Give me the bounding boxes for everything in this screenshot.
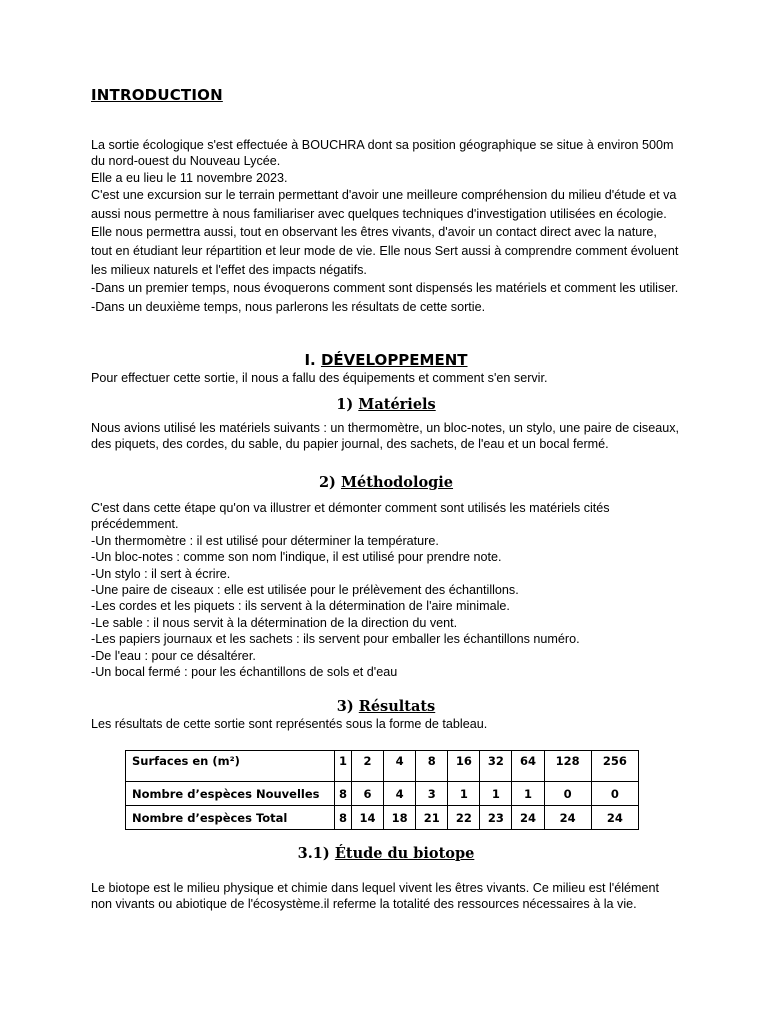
development-lead-block xyxy=(91,370,679,386)
materials-text: Nous avions utilisé les matériels suivants : un thermomètre, un bloc-notes, un stylo, une paire de ciseaux, des piquets, des cordes, du sable, du papier journal, des sachets, de l'eau et un bocal fermé. xyxy=(91,421,680,452)
methodology-item: -Le sable : il nous servit à la détermination de la direction du vent. xyxy=(91,615,458,630)
results-heading xyxy=(91,698,681,715)
methodology-block xyxy=(91,500,679,680)
methodology-heading xyxy=(91,474,681,491)
results-number: 3) xyxy=(336,698,354,715)
table-cell: 128 xyxy=(544,751,591,782)
table-cell: 18 xyxy=(384,806,416,830)
table-cell: 1 xyxy=(335,751,352,782)
row-label: Nombre d’espèces Total xyxy=(126,806,335,830)
methodology-item: -Un bocal fermé : pour les échantillons de sols et d'eau xyxy=(91,665,398,680)
methodology-number: 2) xyxy=(318,474,336,491)
materials-number: 1) xyxy=(336,396,354,413)
biotope-heading xyxy=(91,845,681,862)
biotope-number: 3.1) xyxy=(297,845,330,862)
row-label: Nombre d’espèces Nouvelles xyxy=(126,782,335,806)
table-cell: 14 xyxy=(352,806,384,830)
table-cell: 1 xyxy=(512,782,544,806)
table-row xyxy=(126,751,639,782)
biotope-title: Étude du biotope xyxy=(334,845,475,862)
development-lead: Pour effectuer cette sortie, il nous a fallu des équipements et comment s'en servir. xyxy=(91,371,548,385)
table-cell: 4 xyxy=(384,782,416,806)
table-cell: 0 xyxy=(544,782,591,806)
results-title: Résultats xyxy=(358,698,436,715)
methodology-item: -Les cordes et les piquets : ils servent à la détermination de l'aire minimale. xyxy=(91,599,510,614)
development-number: I. xyxy=(304,351,316,369)
table-cell: 64 xyxy=(512,751,544,782)
table-cell: 24 xyxy=(544,806,591,830)
table-cell: 8 xyxy=(335,782,352,806)
intro-paragraph-purpose: C'est une excursion sur le terrain permettant d'avoir une meilleure compréhension du milieu d'étude et va aussi nous permettre à nous familiariser avec quelques techniques d'investigation utilisées en écologie. Elle nous permettra aussi, tout en observant les êtres vivants, d'avoir un contact direct avec la nature, tout en étudiant leur répartition et leur mode de vie. Elle nous Sert aussi à comprendre comment évoluent les milieux naturels et l'effet des impacts négatifs. xyxy=(91,188,679,277)
row-label: Surfaces en (m²) xyxy=(126,751,335,782)
table-cell: 1 xyxy=(448,782,480,806)
results-table xyxy=(125,750,639,830)
table-cell: 6 xyxy=(352,782,384,806)
intro-paragraph-date: Elle a eu lieu le 11 novembre 2023. xyxy=(91,170,288,185)
results-lead: Les résultats de cette sortie sont représentés sous la forme de tableau. xyxy=(91,717,488,731)
intro-paragraph-second: -Dans un deuxième temps, nous parlerons les résultats de cette sortie. xyxy=(91,299,486,314)
methodology-item: -Une paire de ciseaux : elle est utilisée pour le prélèvement des échantillons. xyxy=(91,583,519,598)
table-cell: 24 xyxy=(591,806,638,830)
table-cell: 24 xyxy=(512,806,544,830)
table-cell: 4 xyxy=(384,751,416,782)
development-heading xyxy=(91,351,681,369)
methodology-item: -De l'eau : pour ce désaltérer. xyxy=(91,648,256,663)
table-cell: 21 xyxy=(416,806,448,830)
table-cell: 16 xyxy=(448,751,480,782)
table-cell: 8 xyxy=(416,751,448,782)
methodology-intro: C'est dans cette étape qu'on va illustrer et démonter comment sont utilisés les matériels cités précédemment. xyxy=(91,501,610,532)
biotope-text: Le biotope est le milieu physique et chimie dans lequel vivent les êtres vivants. Ce milieu est l'élément non vivants ou abiotique de l'écosystème.il referme la totalité des ressources nécessaires à la vie. xyxy=(91,881,660,912)
materials-title: Matériels xyxy=(358,396,436,413)
table-cell: 23 xyxy=(480,806,512,830)
methodology-title: Méthodologie xyxy=(340,474,454,491)
biotope-block xyxy=(91,880,679,913)
results-lead-block xyxy=(91,716,679,732)
table-cell: 3 xyxy=(416,782,448,806)
intro-body xyxy=(91,137,679,316)
table-cell: 2 xyxy=(352,751,384,782)
table-cell: 22 xyxy=(448,806,480,830)
table-cell: 32 xyxy=(480,751,512,782)
development-title: DÉVELOPPEMENT xyxy=(320,351,468,369)
materials-heading xyxy=(91,396,681,413)
methodology-item: -Un stylo : il sert à écrire. xyxy=(91,566,231,581)
table-cell: 1 xyxy=(480,782,512,806)
table-row xyxy=(126,782,639,806)
table-cell: 8 xyxy=(335,806,352,830)
table-cell: 0 xyxy=(591,782,638,806)
methodology-item: -Les papiers journaux et les sachets : ils servent pour emballer les échantillons numéro. xyxy=(91,632,580,647)
table-row xyxy=(126,806,639,830)
methodology-item: -Un thermomètre : il est utilisé pour déterminer la température. xyxy=(91,533,439,548)
intro-paragraph-first: -Dans un premier temps, nous évoquerons comment sont dispensés les matériels et comment les utiliser. xyxy=(91,281,679,296)
intro-heading: INTRODUCTION xyxy=(91,86,223,104)
methodology-item: -Un bloc-notes : comme son nom l'indique, il est utilisé pour prendre note. xyxy=(91,550,502,565)
intro-paragraph-location: La sortie écologique s'est effectuée à BOUCHRA dont sa position géographique se situe à environ 500m du nord-ouest du Nouveau Lycée. xyxy=(91,138,674,169)
table-cell: 256 xyxy=(591,751,638,782)
materials-block xyxy=(91,420,679,453)
